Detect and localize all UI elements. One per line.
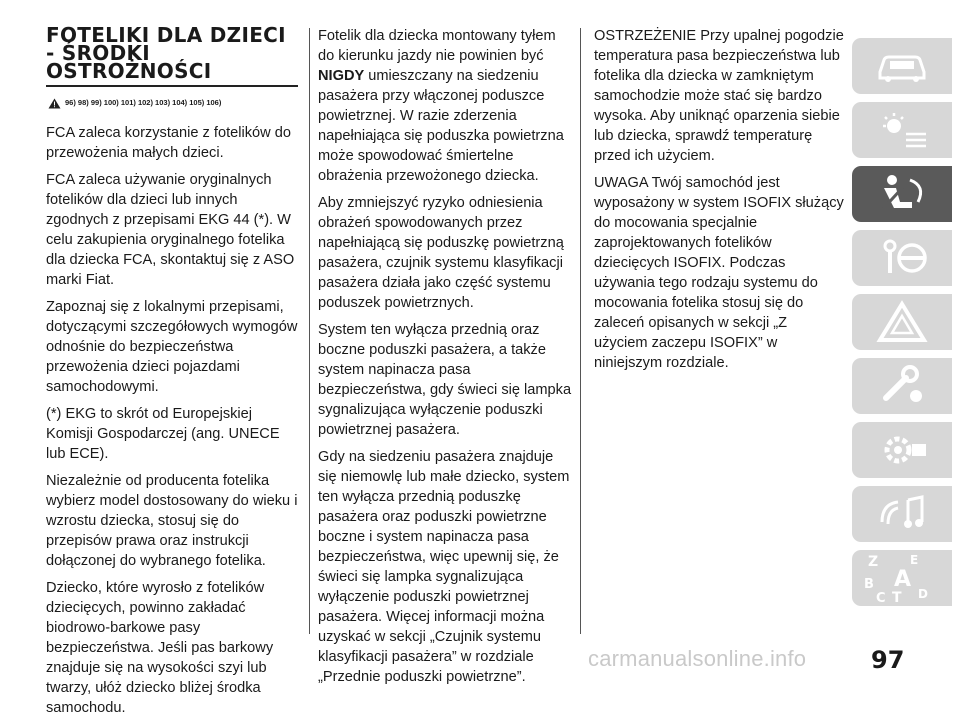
- paragraph: Niezależnie od producenta fotelika wybierz model dostosowany do wieku i wzrostu dziecka, stosuj się do przepisów prawa oraz instrukcji dołączonej do wybranego fotelika.: [46, 473, 298, 569]
- chapter-tabs: [852, 38, 952, 614]
- index-letter: E: [910, 553, 919, 567]
- warning-refs: [48, 93, 298, 113]
- index-letter: C: [876, 591, 886, 604]
- tab-starting-driving[interactable]: [852, 230, 952, 286]
- tab-technical-data[interactable]: [852, 422, 952, 478]
- column-right: [594, 26, 844, 380]
- car-icon: [872, 48, 932, 84]
- index-letter: A: [894, 567, 912, 592]
- tab-safety[interactable]: [852, 166, 952, 222]
- paragraph: FCA zaleca korzystanie z fotelików do przewożenia małych dzieci.: [46, 125, 291, 161]
- paragraph: (*) EKG to skrót od Europejskiej Komisji Gospodarczej (ang. UNECE lub ECE).: [46, 406, 280, 462]
- paragraph: [318, 26, 573, 186]
- column-divider: [580, 28, 581, 634]
- tab-multimedia[interactable]: [852, 486, 952, 542]
- page-title: FOTELIKI DLA DZIECI - ŚRODKI OSTROŻNOŚCI: [46, 26, 298, 87]
- paragraph: UWAGA Twój samochód jest wyposażony w system ISOFIX służący do mocowania specjalnie zaprojektowanych fotelików dziecięcych ISOFIX. Podczas używania tego rodzaju systemu do mocowania fotelika stosuj się do zaleceń opisanych w sekcji „Z użyciem zaczepu ISOFIX” w niniejszym rozdziale.: [594, 175, 844, 371]
- airbag-seatbelt-icon: [872, 172, 932, 216]
- index-letter: B: [864, 577, 874, 592]
- paragraph-text: Fotelik dla dziecka montowany tyłem do kierunku jazdy nie powinien być: [318, 28, 556, 64]
- index-letter: D: [918, 587, 928, 601]
- maintenance-wrench-icon: [872, 364, 932, 408]
- paragraph: FCA zaleca używanie oryginalnych fotelików dla dzieci lub innych zgodnych z przepisami EKG 44 (*). W celu zakupienia oryginalnego fotelika dla dziecka FCA, skontaktuj się z ASO marki Fiat.: [46, 172, 295, 288]
- key-steering-wheel-icon: [872, 236, 932, 280]
- paragraph: Dziecko, które wyrosło z fotelików dziecięcych, powinno zakładać biodrowo-barkowe pasy bezpieczeństwa. Jeśli pas barkowy znajduje się na wysokości szyi lub twarzy, ułóż dziecko bliżej środka samochodu.: [46, 580, 274, 716]
- column-middle: [318, 26, 573, 694]
- alphabetical-index-icon: [862, 552, 942, 604]
- dashboard-lights-icon: [872, 110, 932, 150]
- paragraph: Zapoznaj się z lokalnymi przepisami, dotyczącymi szczegółowych wymogów odnośnie do bezpieczeństwa przewożenia dzieci pojazdami samochodowymi.: [46, 299, 298, 395]
- warning-triangle-icon: [872, 300, 932, 344]
- tab-car[interactable]: [852, 38, 952, 94]
- index-letter: T: [892, 590, 902, 604]
- emphasis-text: NIGDY: [318, 68, 365, 84]
- tab-dashboard-lights[interactable]: [852, 102, 952, 158]
- paragraph: OSTRZEŻENIE Przy upalnej pogodzie temperatura pasa bezpieczeństwa lub fotelika dla dziecka w zamkniętym samochodzie może stać się bardzo wysoka. Aby uniknąć oparzenia siebie lub dziecka, sprawdź temperaturę przed ich użyciem.: [594, 28, 844, 164]
- multimedia-icon: [872, 492, 932, 536]
- watermark: carmanualsonline.info: [588, 646, 807, 671]
- page-number: 97: [871, 646, 905, 674]
- tab-index[interactable]: [852, 550, 952, 606]
- warning-refs-text: 96) 98) 99) 100) 101) 102) 103) 104) 105) 106): [65, 98, 222, 107]
- paragraph-text: umieszczany na siedzeniu pasażera przy włączonej poduszce powietrznej. W razie zderzenia napełniająca się poduszka powietrzna może spowodować śmiertelne obrażenia przewożonego dziecka.: [318, 68, 564, 184]
- tab-maintenance[interactable]: [852, 358, 952, 414]
- index-letter: Z: [868, 554, 879, 570]
- warning-triangle-icon: [48, 98, 61, 109]
- technical-data-icon: [872, 428, 932, 472]
- paragraph: Aby zmniejszyć ryzyko odniesienia obrażeń spowodowanych przez napełniającą się poduszkę powietrzną pasażera, czujnik systemu klasyfikacji pasażera działa jako część systemu poduszek powietrznych.: [318, 195, 564, 311]
- paragraph: System ten wyłącza przednią oraz boczne poduszki pasażera, a także system napinacza pasa bezpieczeństwa, gdy świeci się lampka sygnalizująca wyłączenie poduszki powietrznej pasażera.: [318, 322, 572, 438]
- tab-emergency[interactable]: [852, 294, 952, 350]
- column-left: [46, 23, 298, 725]
- paragraph: Gdy na siedzeniu pasażera znajduje się niemowlę lub małe dziecko, system ten wyłącza przednią poduszkę pasażera oraz poduszki powietrzne boczne i system napinacza pasa bezpieczeństwa, więc upewnij się, że świeci się lampka sygnalizująca wyłączenie poduszki powietrznej pasażera. Więcej informacji można uzyskać w sekcji „Czujnik systemu klasyfikacji pasażera” w rozdziale „Przednie poduszki powietrzne”.: [318, 449, 570, 685]
- column-divider: [309, 28, 310, 634]
